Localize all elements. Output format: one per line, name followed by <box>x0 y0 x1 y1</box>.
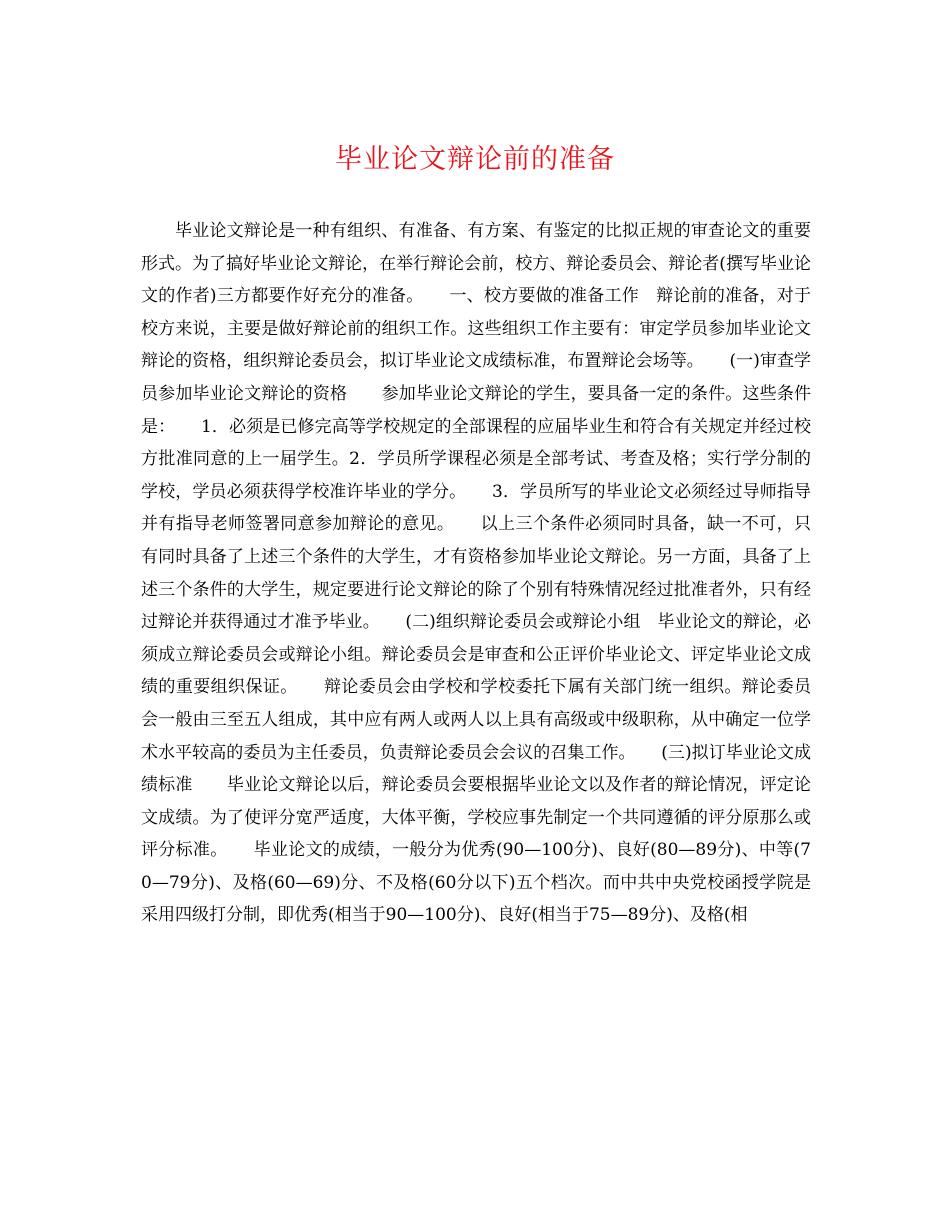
document-body-text: 毕业论文辩论是一种有组织、有准备、有方案、有鉴定的比拟正规的审查论文的重要形式。为了搞好毕业论文辩论，在举行辩论会前，校方、辩论委员会、辩论者(撰写毕业论文的作者)三方都要作好充分的准备。 一、校方要做的准备工作 辩论前的准备，对于校方来说，主要是做好辩论前的组织工作。这些组织工作主要有：审定学员参加毕业论文辩论的资格，组织辩论委员会，拟订毕业论文成绩标准，布置辩论会场等。 (一)审查学员参加毕业论文辩论的资格 参加毕业论文辩论的学生，要具备一定的条件。这些条件是： 1．必须是已修完高等学校规定的全部课程的应届毕业生和符合有关规定并经过校方批准同意的上一届学生。2．学员所学课程必须是全部考试、考查及格；实行学分制的学校，学员必须获得学校准许毕业的学分。 3．学员所写的毕业论文必须经过导师指导并有指导老师签署同意参加辩论的意见。 以上三个条件必须同时具备，缺一不可，只有同时具备了上述三个条件的大学生，才有资格参加毕业论文辩论。另一方面，具备了上述三个条件的大学生，规定要进行论文辩论的除了个别有特殊情况经过批准者外，只有经过辩论并获得通过才准予毕业。 (二)组织辩论委员会或辩论小组 毕业论文的辩论，必须成立辩论委员会或辩论小组。辩论委员会是审查和公正评价毕业论文、评定毕业论文成绩的重要组织保证。 辩论委员会由学校和学校委托下属有关部门统一组织。辩论委员会一般由三至五人组成，其中应有两人或两人以上具有高级或中级职称，从中确定一位学术水平较高的委员为主任委员，负责辩论委员会会议的召集工作。 (三)拟订毕业论文成绩标准 毕业论文辩论以后，辩论委员会要根据毕业论文以及作者的辩论情况，评定论文成绩。为了使评分宽严适度，大体平衡，学校应事先制定一个共同遵循的评分原那么或评分标准。 毕业论文的成绩，一般分为优秀(90—100分)、良好(80—89分)、中等(70—79分)、及格(60—69)分、不及格(60分以下)五个档次。而中共中央党校函授学院是采用四级打分制，即优秀(相当于90—100分)、良好(相当于75—89分)、及格(相 <box>141 221 811 926</box>
document-title: 毕业论文辩论前的准备 <box>335 144 615 175</box>
